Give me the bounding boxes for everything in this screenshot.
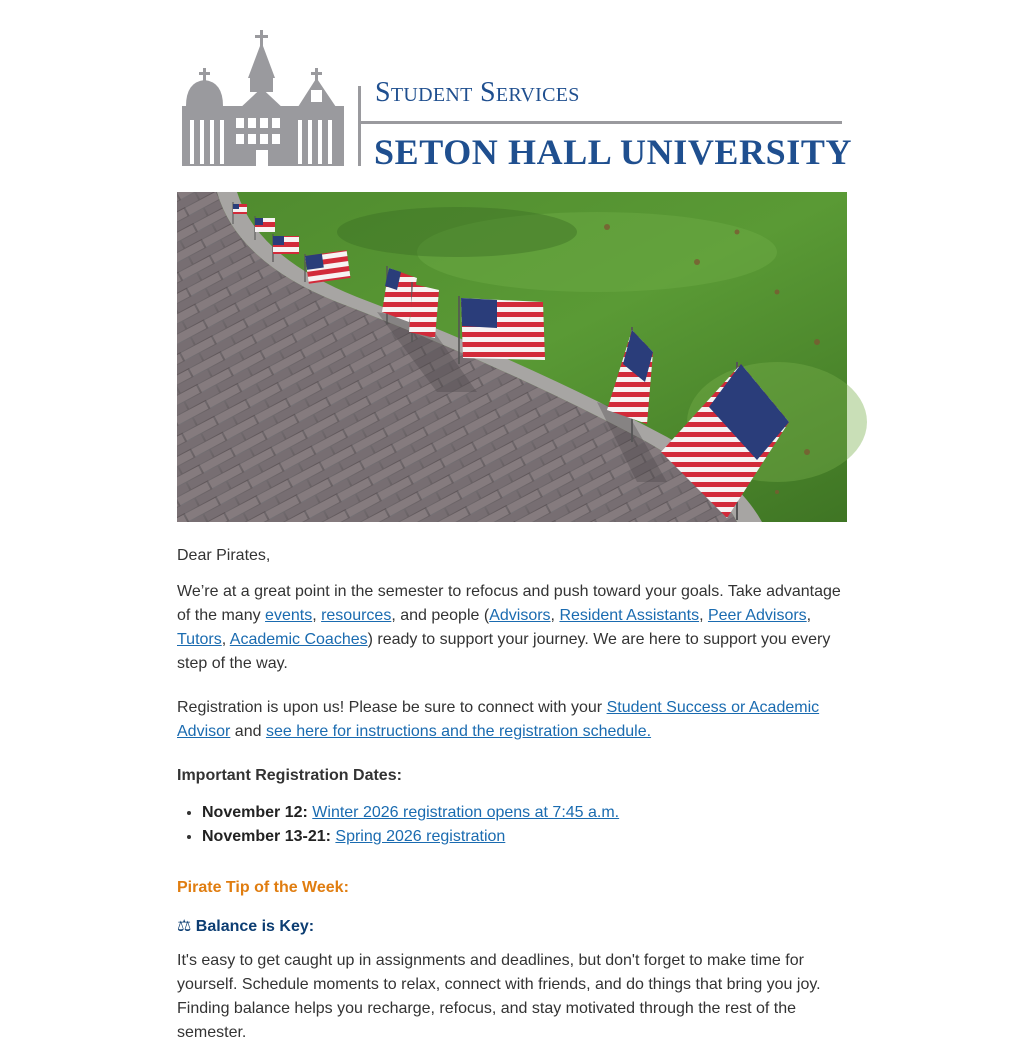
separator: , xyxy=(550,607,560,624)
date-label: November 12: xyxy=(202,804,308,821)
registration-text: and xyxy=(230,723,266,740)
dates-list xyxy=(177,801,847,849)
tip-title: ⚖ Balance is Key: xyxy=(177,918,315,935)
university-name: SETON HALL UNIVERSITY xyxy=(374,132,853,172)
advisor-link[interactable]: Student Success or Academic Advisor xyxy=(177,699,820,740)
resources-link[interactable]: resources xyxy=(321,607,392,624)
advisors-link[interactable]: Advisors xyxy=(489,607,551,624)
registration-paragraph xyxy=(177,696,847,744)
list-item xyxy=(202,801,847,825)
separator: , xyxy=(806,607,812,624)
building-icon xyxy=(180,28,346,168)
winter-registration-link[interactable]: Winter 2026 registration opens at 7:45 a.m. xyxy=(312,804,620,821)
dates-heading: Important Registration Dates: xyxy=(177,767,402,784)
photo-icon xyxy=(177,192,847,522)
registration-instructions-link[interactable]: see here for instructions and the registration schedule. xyxy=(265,723,652,740)
tip-body: It's easy to get caught up in assignments and deadlines, but don't forget to make time for yourself. Schedule moments to relax, connect with friends, and do things that bring you joy. Finding balance helps you recharge, refocus, and stay motivated through the rest of the semester. xyxy=(177,952,821,1041)
registration-text: Registration is upon us! Please be sure to connect with your xyxy=(177,699,607,716)
peer-advisors-link[interactable]: Peer Advisors xyxy=(707,607,807,624)
list-item xyxy=(202,825,847,849)
tutors-link[interactable]: Tutors xyxy=(177,631,222,648)
email-body xyxy=(177,544,847,1045)
date-label: November 13-21: xyxy=(202,828,331,845)
hero-photo xyxy=(177,192,847,522)
events-link[interactable]: events xyxy=(265,607,313,624)
intro-text: ) ready to support your journey. We are here to support you every step of the way. xyxy=(177,631,831,672)
logo-divider-vertical xyxy=(358,86,361,166)
department-name: Student Services xyxy=(375,77,580,108)
tip-heading: Pirate Tip of the Week: xyxy=(177,879,349,896)
spring-registration-link[interactable]: Spring 2026 registration xyxy=(335,828,506,845)
academic-coaches-link[interactable]: Academic Coaches xyxy=(229,631,368,648)
separator: , xyxy=(699,607,708,624)
logo-divider-horizontal xyxy=(358,121,842,124)
separator: , xyxy=(312,607,322,624)
greeting: Dear Pirates, xyxy=(177,547,271,564)
intro-text: , and people ( xyxy=(391,607,490,624)
intro-text: We’re at a great point in the semester to refocus and push toward your goals. Take advantage of the many xyxy=(177,583,841,624)
separator: , xyxy=(221,631,230,648)
resident-assistants-link[interactable]: Resident Assistants xyxy=(559,607,700,624)
intro-paragraph xyxy=(177,580,847,676)
header-logo[interactable] xyxy=(180,28,853,172)
